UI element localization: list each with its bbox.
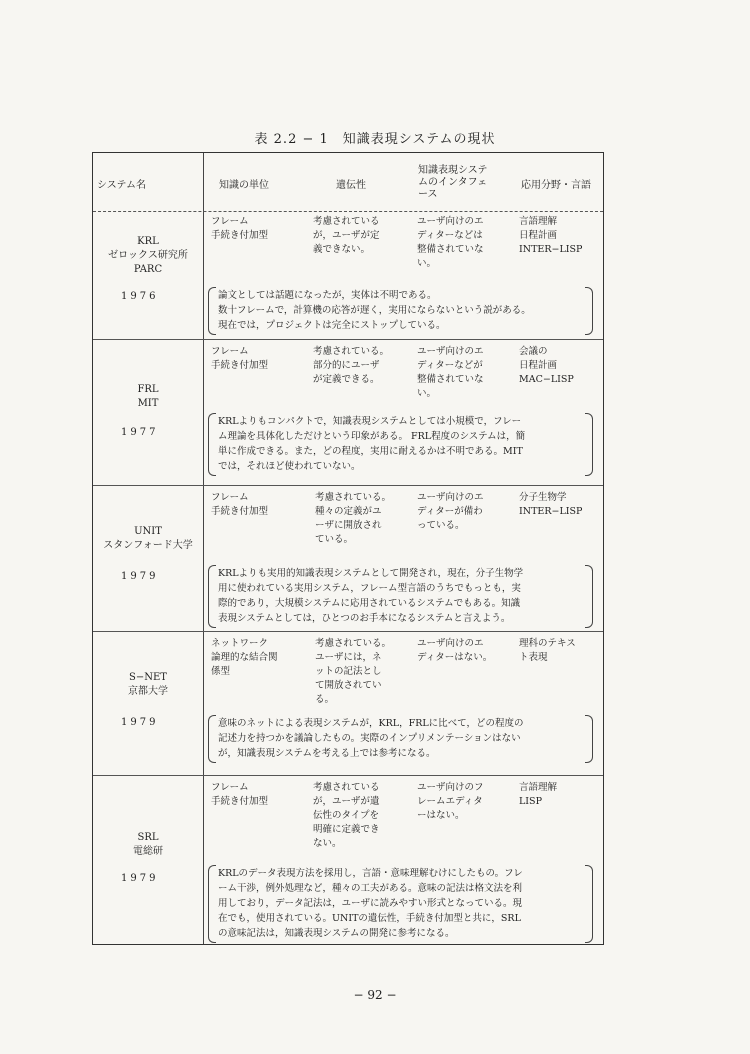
row-note: 論文としては話題になったが，実体は不明である。 数十フレームで，計算機の応答が遅く，実用にならないという説がある。 現在では，プロジェクトは完全にストップしている。 — [206, 287, 595, 335]
cell-inheritance: 考慮されている が，ユーザが定 義できない。 — [313, 216, 380, 255]
table-title: 表 2.2 − 1 知識表現システムの現状 — [254, 132, 496, 147]
table-row-frl — [93, 339, 603, 486]
cell-unit: フレーム 手続き付加型 — [211, 346, 269, 371]
row-note: KRLよりもコンパクトで，知識表現システムとしては小規模で，フレー ム理論を具体化しただけという印象がある。 FRL程度のシステムは，簡 単に作成できる。また，どの程度，実用に耐えるかは不明である。MIT では，それほど使われていない。 — [206, 413, 595, 476]
cell-application: 理科のテキス ト表現 — [519, 638, 576, 663]
cell-inheritance: 考慮されている。 種々の定義がユ ーザに開放され ている。 — [315, 492, 392, 545]
cell-application: 分子生物学 INTER−LISP — [519, 492, 583, 517]
cell-unit: ネットワーク 論理的な結合関 係型 — [211, 638, 278, 677]
cell-interface: ユーザ向けのエ ディターなどが 整備されていな い。 — [417, 346, 484, 399]
table-row-srl — [93, 775, 603, 944]
cell-inheritance: 考慮されている。 ユーザには，ネ ットの記法とし て開放されてい る。 — [315, 638, 392, 705]
row-note: KRLのデータ表現方法を採用し，言語・意味理解むけにしたもの。フレ ーム干渉，例外処理など，種々の工夫がある。意味の記法は格文法を利 用しており，データ記法は，ユーザに読みやすい形式となっている。現 在でも，使用されている。UNITの遺伝性，手続き付加型と共に，SRL の意味記法は，知識表現システムの開発に参考になる。 — [206, 865, 595, 943]
cell-inheritance: 考慮されている。 部分的にユーザ が定義できる。 — [313, 346, 390, 385]
table-row-krl — [93, 211, 603, 340]
knowledge-systems-table — [92, 152, 604, 945]
system-name: KRL ゼロックス研究所 PARC — [108, 236, 188, 275]
system-year: 1979 — [121, 717, 159, 728]
table-header — [93, 153, 603, 212]
cell-interface: ユーザ向けのエ ディターはない。 — [417, 638, 493, 663]
page-number: − 92 − — [353, 988, 397, 1002]
row-note: KRLよりも実用的知識表現システムとして開発され，現在，分子生物学 用に使われている実用システム，フレーム型言語のうちでもっとも，実 際的であり，大規模システムに応用されているシステムでもある。知識 表現システムとしては，ひとつのお手本になるシステムと言えよう。 — [206, 565, 595, 628]
system-year: 1979 — [121, 571, 159, 582]
header-system: システム名 — [97, 180, 146, 191]
system-name: FRL MIT — [137, 384, 159, 409]
system-name: SRL 電総研 — [133, 832, 163, 857]
cell-unit: フレーム 手続き付加型 — [211, 492, 269, 517]
cell-inheritance: 考慮されている が，ユーザが遺 伝性のタイプを 明確に定義でき ない。 — [313, 782, 380, 849]
header-unit: 知識の単位 — [219, 180, 269, 191]
cell-interface: ユーザ向けのエ ディターが備わ っている。 — [417, 492, 484, 531]
row-note: 意味のネットによる表現システムが，KRL，FRLに比べて，どの程度の 記述力を持つかを議論したもの。実際のインプリメンテーションはない が，知識表現システムを考える上では参考になる。 — [206, 715, 595, 763]
cell-unit: フレーム 手続き付加型 — [211, 782, 269, 807]
cell-application: 言語理解 LISP — [519, 782, 558, 807]
cell-application: 言語理解 日程計画 INTER−LISP — [519, 216, 583, 255]
table-row-unit — [93, 485, 603, 632]
header-application: 応用分野・言語 — [521, 180, 591, 191]
cell-unit: フレーム 手続き付加型 — [211, 216, 269, 241]
system-year: 1977 — [121, 427, 159, 438]
header-inheritance: 遺伝性 — [336, 180, 366, 191]
cell-interface: ユーザ向けのエ ディターなどは 整備されていな い。 — [417, 216, 484, 269]
table-row-snet — [93, 631, 603, 776]
system-name: UNIT スタンフォード大学 — [103, 526, 193, 551]
system-year: 1976 — [121, 291, 159, 302]
cell-interface: ユーザ向けのフ レームエディタ ーはない。 — [417, 782, 484, 821]
cell-application: 会議の 日程計画 MAC−LISP — [519, 346, 574, 385]
header-interface: 知識表現システ ムのインタフェ ース — [418, 165, 488, 200]
system-name: S−NET 京都大学 — [128, 672, 168, 697]
system-year: 1979 — [121, 873, 159, 884]
